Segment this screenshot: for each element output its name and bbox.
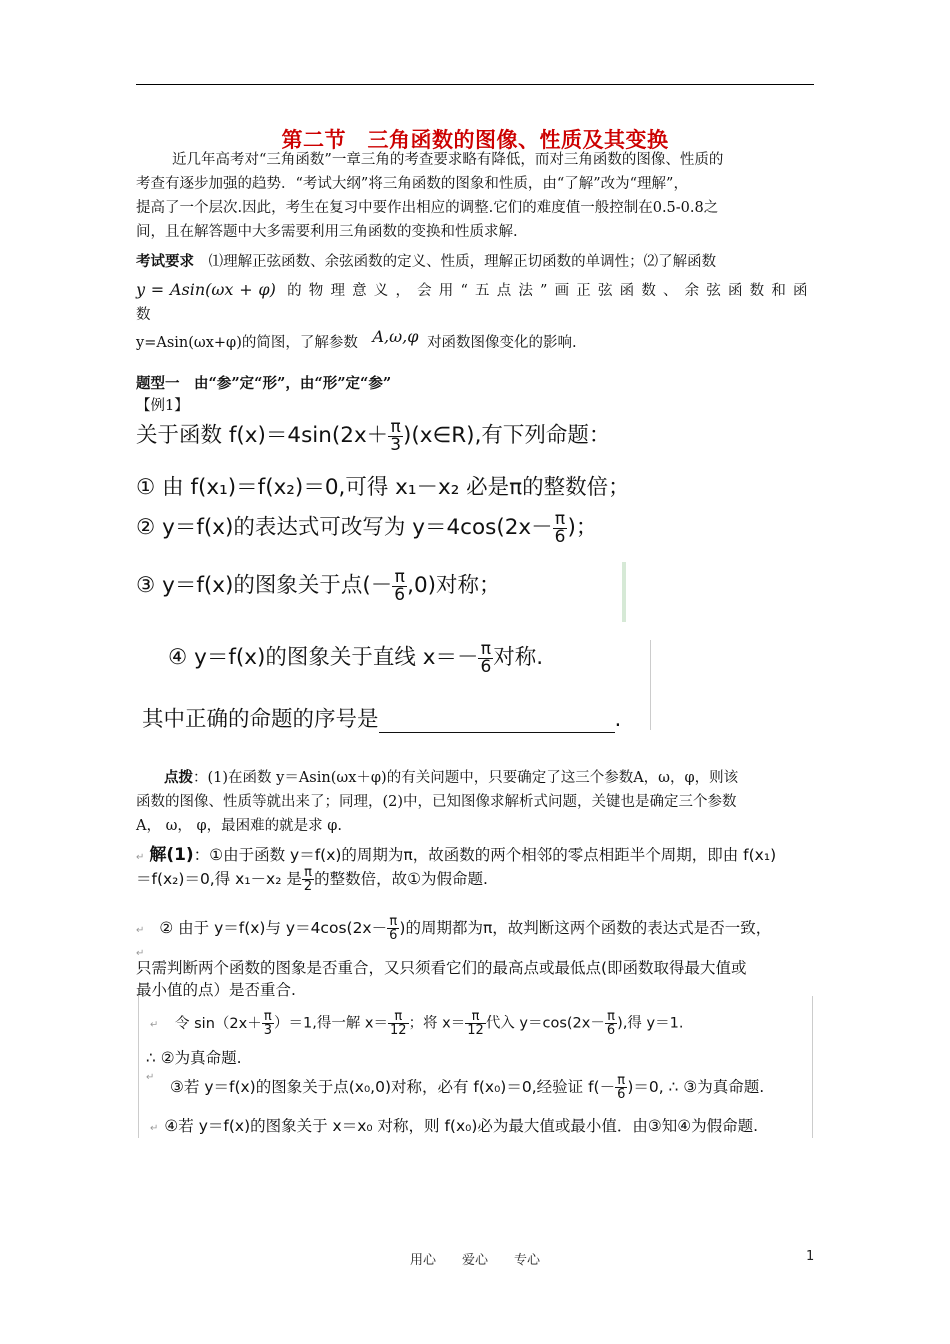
page-number: 1 [806,1249,815,1264]
intro-line-3: 提高了一个层次.因此，考生在复习中要作出相应的调整.它们的难度值一般控制在0.5-0.8之 [136,200,719,216]
requirements-line-2 [136,278,814,327]
problem-line-1b: )(x∈R),有下列命题： [403,423,611,448]
requirements-params: A,ω,φ [372,327,419,346]
image-edge-mark [622,562,626,622]
example-label: 【例1】 [136,398,189,414]
answer-blank[interactable] [379,712,615,733]
solution-line-3: ↵ ② 由于 y＝f(x)与 y＝4cos(2x－ $\frac{\pi}{6}$ )的周期都为π，故判断这两个函数的表达式是否一致， [136,914,772,943]
return-mark-row: ↵ [136,948,145,959]
intro-line-2: 考查有逐步加强的趋势．“考试大纲”将三角函数的图象和性质，由“了解”改为“理解”， [136,176,688,192]
image-edge-mark [650,640,651,730]
solution-line-8: ③若 y＝f(x)的图象关于点(x₀,0)对称，必有 f(x₀)＝0,经验证 f(－ $\frac{\pi}{6}$ )＝0, ∴ ③为真命题. [170,1073,765,1102]
hint-line-2: 函数的图像、性质等就出来了；同理，(2)中，已知图像求解析式问题，关键也是确定三个参数 [136,794,737,810]
solution-line-4: 只需判断两个函数的图象是否重合，又只须看它们的最高点或最低点(即函数取得最大值或 [136,959,747,977]
solution-line-9: ↵ ④若 y＝f(x)的图象关于 x＝x₀ 对称，则 f(x₀)必为最大值或最小值．由③知④为假命题. [150,1117,759,1135]
intro-paragraph [136,148,814,244]
type1-heading: 题型一 由“参”定“形”，由“形”定“参” [136,375,392,392]
requirements-text-2: 的物理意义，会用“五点法”画正弦函数、余弦函数和函数 [136,283,815,323]
problem-line-1a: 关于函数 f(x)＝4sin(2x＋ [136,423,389,448]
hint-paragraph [136,766,814,838]
hint-line-1: ：(1)在函数 y＝Asin(ωx＋φ)的有关问题中，只要确定了这三个参数A，ω，φ，则该 [193,770,739,786]
frac-pi-over-3: $\frac{\pi}{3}$ [263,1009,272,1038]
problem-question: 其中正确的命题的序号是 . [142,707,622,732]
problem-statement [136,418,651,454]
requirements-line-1 [136,250,814,274]
proposition-2: ② y＝f(x)的表达式可改写为 y＝4cos(2x－ $\frac{\pi}{6}$ )； [136,508,598,547]
solution-label: 解(1) [149,845,194,865]
section-title: 第二节 三角函数的图像、性质及其变换 [281,128,669,152]
return-mark-row: ↵ [146,1072,155,1083]
frac-pi-over-6: $\frac{\pi}{6}$ [606,1009,616,1038]
footer-text: 用心 爱心 专心 [409,1253,540,1268]
proposition-4: ④ y＝f(x)的图象关于直线 x＝－ $\frac{\pi}{6}$ 对称. [168,638,544,677]
intro-line-4: 间，且在解答题中大多需要利用三角函数的变换和性质求解. [136,224,518,240]
hint-line-3: A， ω， φ，最困难的就是求 φ. [136,818,343,834]
requirements-line-3 [136,327,814,355]
frac-pi-over-12: $\frac{\pi}{12}$ [390,1009,407,1038]
requirements-formula: y = Asin(ωx + φ) [136,280,276,299]
proposition-1: ① 由 f(x₁)＝f(x₂)＝0,可得 x₁－x₂ 必是π的整数倍； [136,475,630,500]
requirements-text-1: ⑴理解正弦函数、余弦函数的定义、性质，理解正切函数的单调性；⑵了解函数 [208,254,717,270]
solution-line-7: ∴ ②为真命题. [146,1049,242,1067]
frac-pi-over-6: $\frac{\pi}{6}$ [554,508,566,547]
frac-pi-over-3: $\frac{\pi}{3}$ [390,416,402,455]
frac-pi-over-6: $\frac{\pi}{6}$ [617,1073,626,1102]
frac-pi-over-2: $\frac{\pi}{2}$ [303,865,313,894]
frac-pi-over-6: $\frac{\pi}{6}$ [394,566,406,605]
solution-line-1: ↵ 解(1)：①由于函数 y＝f(x)的周期为π，故函数的两个相邻的零点相距半个周期，即由 f(x₁) [136,845,777,865]
proposition-3: ③ y＝f(x)的图象关于点(－ $\frac{\pi}{6}$ ,0)对称； [136,566,501,605]
frac-pi-over-12: $\frac{\pi}{12}$ [467,1009,484,1038]
header-rule [136,84,814,85]
image-edge-mark [138,996,139,1138]
requirements-text-3b: 对函数图像变化的影响. [427,335,577,351]
frac-pi-over-6: $\frac{\pi}{6}$ [389,914,398,943]
solution-line-2: ＝f(x₂)＝0,得 x₁－x₂ 是 $\frac{\pi}{2}$ 的整数倍，故①为假命题. [136,865,488,894]
requirements-label: 考试要求 [136,253,194,270]
intro-line-1: 近几年高考对“三角函数”一章三角的考查要求略有降低，而对三角函数的图像、性质的 [172,152,724,168]
requirements-text-3a: y=Asin(ωx+φ)的简图，了解参数 [136,335,358,351]
solution-line-6: ↵ 令 sin（2x＋ $\frac{\pi}{3}$ ）＝1,得一解 x＝ $\frac{\pi}{12}$ ；将 x＝ $\frac{\pi}{12}$ 代入 y＝cos(2x－ $\frac{\pi}{6}$ ),得 y＝1. [150,1009,684,1038]
hint-label: 点拨 [164,769,193,786]
solution-line-5: 最小值的点）是否重合. [136,981,296,999]
frac-pi-over-6: $\frac{\pi}{6}$ [480,638,492,677]
